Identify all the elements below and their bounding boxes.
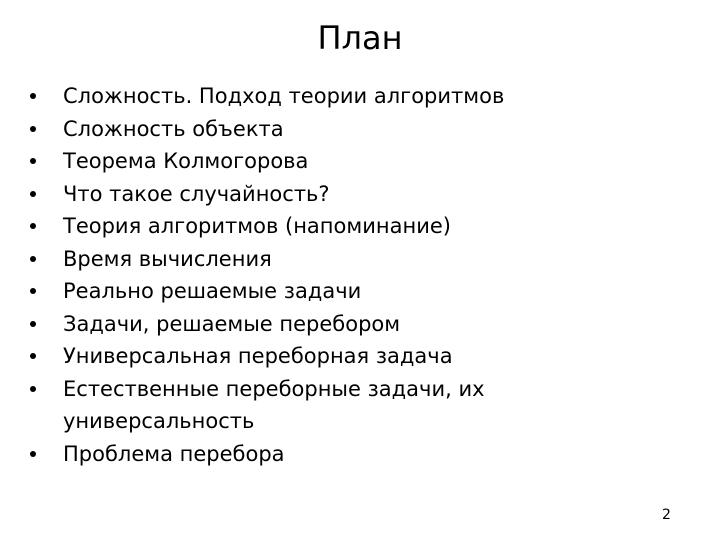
list-item-text: Время вычисления — [63, 246, 272, 271]
list-item — [27, 80, 627, 113]
bullet-icon — [30, 288, 36, 294]
bullet-icon — [30, 93, 36, 99]
bullet-icon — [30, 158, 36, 164]
bullet-icon — [30, 386, 36, 392]
list-item-text: Сложность объекта — [63, 116, 284, 141]
bullet-icon — [30, 223, 36, 229]
list-item — [27, 438, 627, 471]
bullet-icon — [30, 321, 36, 327]
list-item-text: Что такое случайность? — [63, 181, 330, 206]
list-item-text: Теорема Колмогорова — [63, 149, 309, 173]
bullet-icon — [30, 126, 36, 132]
list-item — [27, 340, 627, 373]
list-item-text: Задачи, решаемые перебором — [63, 311, 401, 336]
slide-title: План — [317, 19, 403, 57]
list-item-text: Реально решаемые задачи — [63, 279, 362, 303]
bullet-icon — [30, 353, 36, 359]
list-item — [27, 145, 627, 178]
bullet-icon — [30, 191, 36, 197]
bullet-icon — [30, 451, 36, 457]
list-item — [27, 178, 627, 211]
list-item-text: Теория алгоритмов (напоминание) — [63, 214, 451, 238]
bullet-list — [27, 80, 627, 470]
list-item-text: Универсальная переборная задача — [63, 344, 453, 368]
list-item — [27, 210, 627, 243]
list-item-text: Естественные переборные задачи, их универсальность — [63, 376, 485, 433]
list-item — [27, 243, 627, 276]
list-item-text: Проблема перебора — [63, 441, 285, 466]
list-item — [27, 113, 627, 146]
bullet-icon — [30, 256, 36, 262]
page-number: 2 — [662, 507, 671, 523]
list-item — [27, 373, 533, 438]
list-item-text: Сложность. Подход теории алгоритмов — [63, 84, 505, 108]
list-item — [27, 308, 627, 341]
list-item — [27, 275, 627, 308]
